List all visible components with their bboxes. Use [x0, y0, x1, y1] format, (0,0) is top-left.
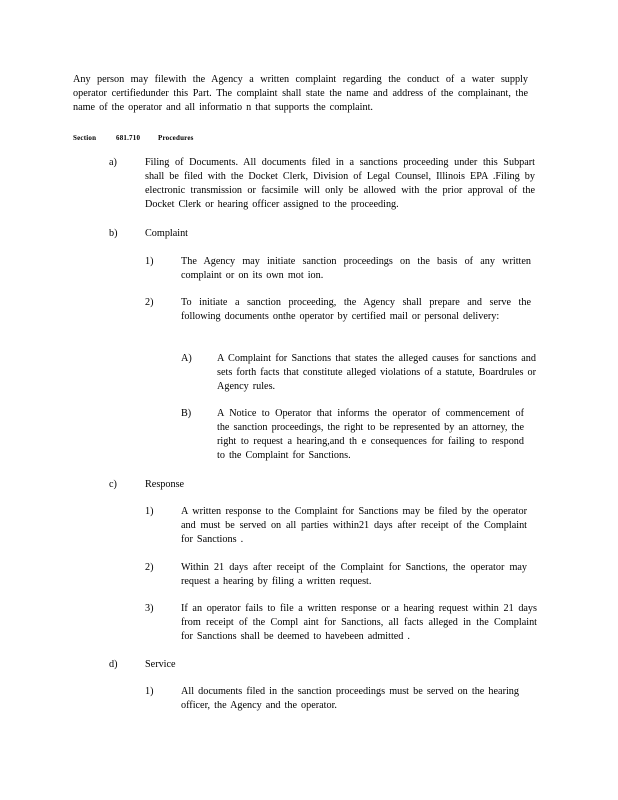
c-item3-text: If an operator fails to file a written response or a hearing request within 21 days from receipt of the Compl aint for Sanctions, all facts alleged in the Complaint for Sanctions shall be deemed to havebeen admitted . — [181, 603, 537, 642]
c-item3-label: 3) — [145, 603, 154, 614]
b-item2-label: 2) — [145, 297, 154, 308]
b-subA-text: A Complaint for Sanctions that states the alleged causes for sanctions and sets forth facts that constitute alleged violations of a statute, Boardrules or Agency rules. — [217, 353, 536, 392]
section-number: 681.710 — [116, 134, 141, 142]
b-subB-text: A Notice to Operator that informs the operator of commencement of the sanction proceedings, the right to be represented by an attorney, the right to request a hearing,and th e consequences for failing to respond to the Complaint for Sanctions. — [217, 408, 524, 461]
subsection-a-text: Filing of Documents. All documents filed in a sanctions proceeding under this Subpart shall be filed with the Docket Clerk, Division of Legal Counsel, Illinois EPA .Filing by electronic transmission or facsimile will only be allowed with the prior approval of the Docket Clerk or hearing officer assigned to the proceeding. — [145, 157, 535, 210]
subsection-b-heading: Complaint — [145, 228, 189, 239]
subsection-a-label: a) — [109, 157, 117, 168]
c-item1-text: A written response to the Complaint for Sanctions may be filed by the operator and must be served on all parties within21 days after receipt of the Complaint for Sanctions . — [181, 506, 527, 545]
d-item1-text: All documents filed in the sanction proceedings must be served on the hearing officer, the Agency and the operator. — [181, 686, 519, 711]
section-label: Section — [73, 134, 97, 142]
subsection-b-label: b) — [109, 228, 118, 239]
d-item1-label: 1) — [145, 686, 154, 697]
b-item1-text: The Agency may initiate sanction proceedings on the basis of any written complaint or on its own mot ion. — [181, 256, 531, 281]
subsection-d-label: d) — [109, 659, 118, 670]
intro-paragraph: Any person may filewith the Agency a written complaint regarding the conduct of a water supply operator certifiedunder this Part. The complaint shall state the name and address of the complainant, the name of the operator and all informatio n that supports the complaint. — [73, 74, 528, 113]
b-item2-text: To initiate a sanction proceeding, the Agency shall prepare and serve the following documents onthe operator by certified mail or personal delivery: — [181, 297, 531, 322]
section-title: Procedures — [158, 134, 194, 142]
subsection-c-heading: Response — [145, 479, 185, 490]
subsection-c-label: c) — [109, 479, 117, 490]
subsection-d-heading: Service — [145, 659, 176, 670]
c-item1-label: 1) — [145, 506, 154, 517]
b-subB-label: B) — [181, 408, 192, 419]
b-item1-label: 1) — [145, 256, 154, 267]
c-item2-label: 2) — [145, 562, 154, 573]
b-subA-label: A) — [181, 353, 192, 364]
c-item2-text: Within 21 days after receipt of the Complaint for Sanctions, the operator may request a hearing by filing a written request. — [181, 562, 527, 587]
